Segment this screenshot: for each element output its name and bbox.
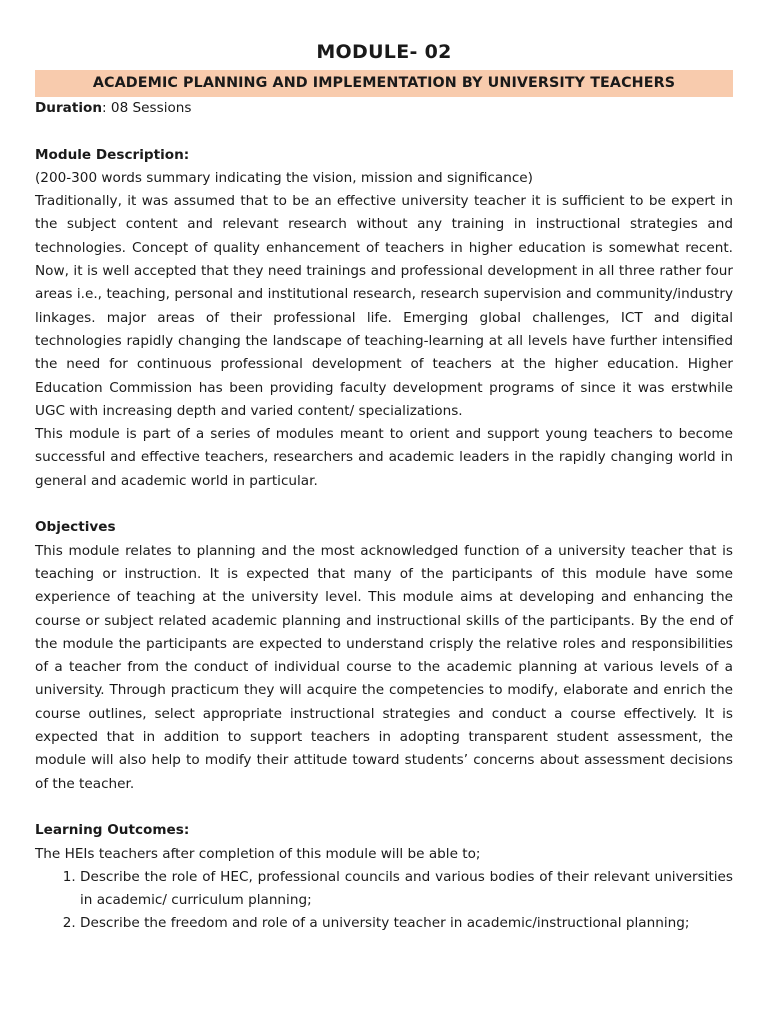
document-page <box>35 40 733 936</box>
duration-value: : 08 Sessions <box>102 100 192 116</box>
outcomes-intro: The HEIs teachers after completion of this module will be able to; <box>35 845 481 862</box>
description-paragraph-2: This module is part of a series of modules meant to orient and support young teachers to become successful and effective teachers, researchers and academic leaders in the rapidly changing world in general and academic world in particular. <box>35 426 733 489</box>
list-item: 2. Describe the freedom and role of a university teacher in academic/instructional planning; <box>80 912 733 935</box>
duration-label: Duration <box>35 100 103 116</box>
spacer <box>35 493 733 516</box>
objectives-heading: Objectives <box>35 519 116 536</box>
description-heading: Module Description: <box>35 146 190 163</box>
duration-line <box>35 97 733 120</box>
module-band-title: ACADEMIC PLANNING AND IMPLEMENTATION BY UNIVERSITY TEACHERS <box>35 70 733 97</box>
outcomes-list <box>35 866 733 936</box>
spacer <box>35 796 733 819</box>
description-note: (200-300 words summary indicating the vision, mission and significance) <box>35 169 533 186</box>
module-title: MODULE- 02 <box>316 41 452 63</box>
spacer <box>35 120 733 143</box>
list-item: 1. Describe the role of HEC, professional councils and various bodies of their relevant universities in academic/ curriculum planning; <box>80 866 733 913</box>
outcomes-heading: Learning Outcomes: <box>35 822 190 839</box>
description-paragraph-1: Traditionally, it was assumed that to be an effective university teacher it is sufficient to be expert in the subject content and relevant research without any training in instructional strategies and technologies. Concept of quality enhancement of teachers in higher education is somewhat recent. Now, it is well accepted that they need trainings and professional development in all three rather four areas i.e., teaching, personal and institutional research, research supervision and community/industry linkages. major areas of their professional life. Emerging global challenges, ICT and digital technologies rapidly changing the landscape of teaching-learning at all levels have further intensified the need for continuous professional development of teachers at the higher education. Higher Education Commission has been providing faculty development programs of since it was erstwhile UGC with increasing depth and varied content/ specializations. <box>35 193 733 419</box>
objectives-paragraph: This module relates to planning and the most acknowledged function of a university teacher that is teaching or instruction. It is expected that many of the participants of this module have some experience of teaching at the university level. This module aims at developing and enhancing the course or subject related academic planning and instructional skills of the participants. By the end of the module the participants are expected to understand crisply the relative roles and responsibilities of a teacher from the conduct of individual course to the academic planning at various levels of a university. Through practicum they will acquire the competencies to modify, elaborate and enrich the course outlines, select appropriate instructional strategies and conduct a course effectively. It is expected that in addition to support teachers in adopting transparent student assessment, the module will also help to modify their attitude toward students’ concerns about assessment decisions of the teacher. <box>35 542 733 792</box>
